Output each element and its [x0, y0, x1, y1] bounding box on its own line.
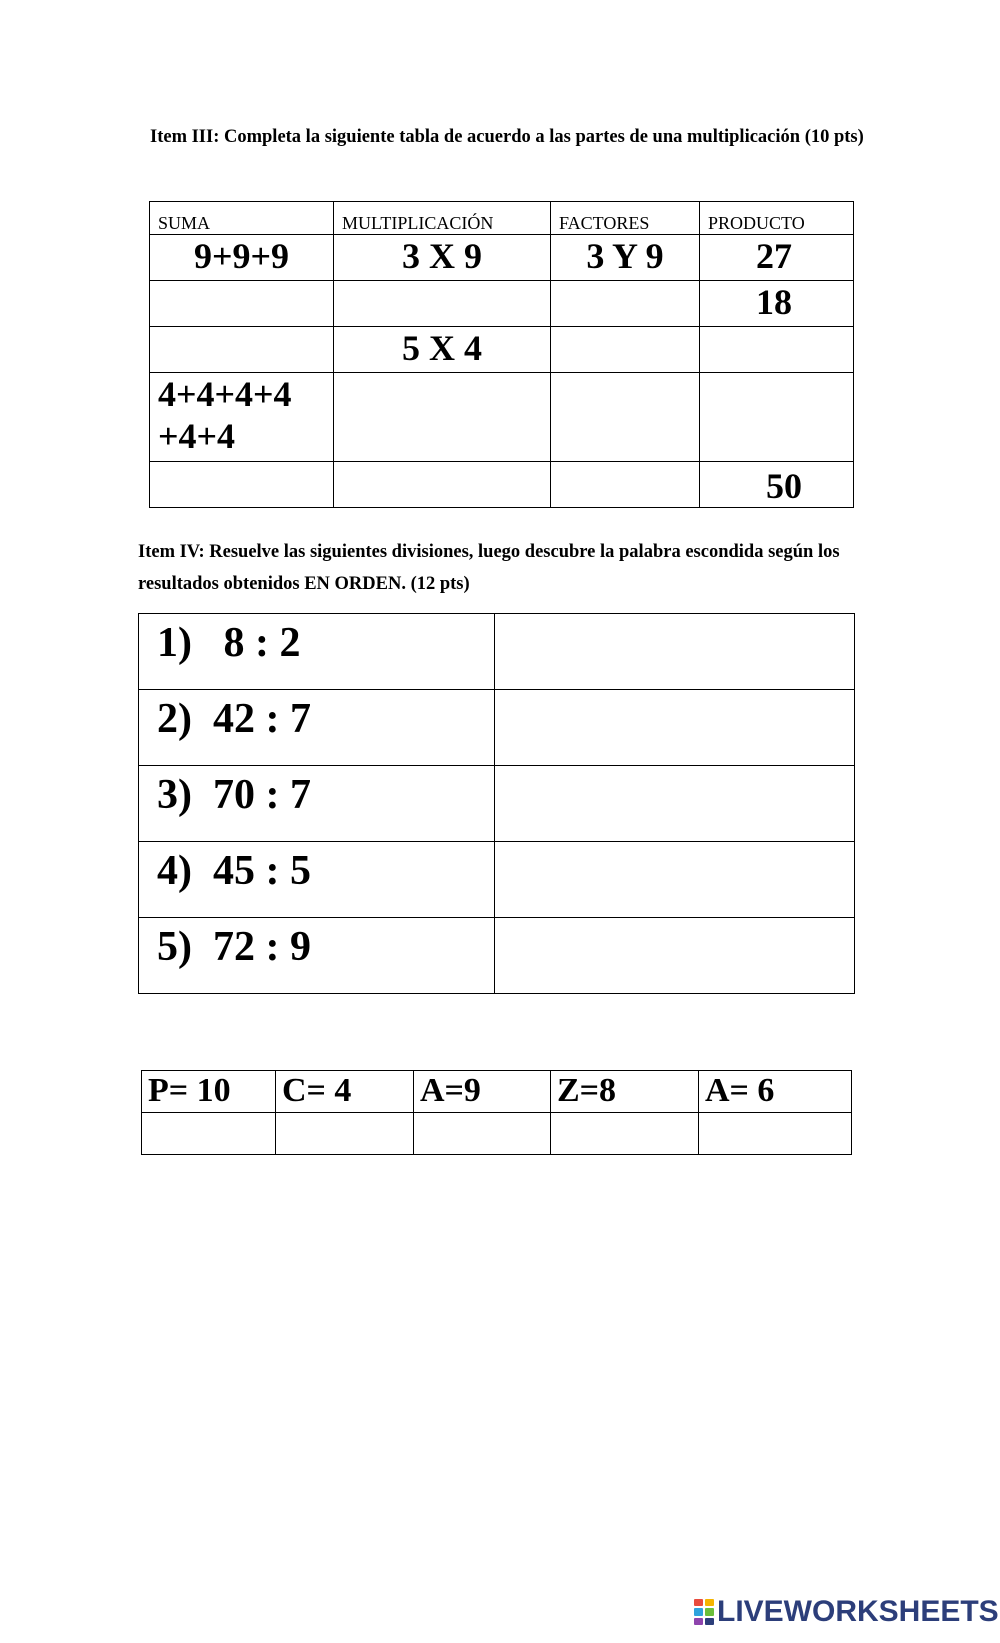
- hidden-word-letter-cell[interactable]: [276, 1113, 414, 1155]
- factores-answer-cell[interactable]: [551, 327, 700, 373]
- hidden-word-letter-cell[interactable]: [414, 1113, 551, 1155]
- header-factores: FACTORES: [551, 202, 700, 235]
- table-row: [139, 842, 855, 918]
- answer-row: [142, 1113, 852, 1155]
- key-cell: A=9: [414, 1071, 551, 1113]
- table-row: [139, 766, 855, 842]
- division-answer-cell[interactable]: [495, 842, 855, 918]
- division-answer-cell[interactable]: [495, 614, 855, 690]
- producto-cell: 50: [700, 462, 854, 508]
- division-problem: 5) 72 : 9: [139, 918, 495, 994]
- key-cell: P= 10: [142, 1071, 276, 1113]
- table-row: [139, 918, 855, 994]
- table-row: [150, 235, 854, 281]
- hidden-word-letter-cell[interactable]: [142, 1113, 276, 1155]
- multiplicacion-cell: 3 X 9: [334, 235, 551, 281]
- multiplicacion-cell: 5 X 4: [334, 327, 551, 373]
- hidden-word-letter-cell[interactable]: [551, 1113, 699, 1155]
- suma-cell: 9+9+9: [150, 235, 334, 281]
- key-cell: Z=8: [551, 1071, 699, 1113]
- key-row: [142, 1071, 852, 1113]
- multiplicacion-answer-cell[interactable]: [334, 462, 551, 508]
- logo-text: LIVEWORKSHEETS: [717, 1595, 999, 1628]
- liveworksheets-logo: [694, 1596, 999, 1628]
- multiplicacion-answer-cell[interactable]: [334, 373, 551, 462]
- item4-instruction: Item IV: Resuelve las siguientes divisiones, luego descubre la palabra escondida según los resultados obtenidos EN ORDEN. (12 pts): [138, 542, 840, 594]
- table-row: [150, 327, 854, 373]
- division-answer-cell[interactable]: [495, 690, 855, 766]
- suma-answer-cell[interactable]: [150, 281, 334, 327]
- table-row: [139, 690, 855, 766]
- division-problem: 2) 42 : 7: [139, 690, 495, 766]
- division-answer-cell[interactable]: [495, 918, 855, 994]
- division-problem: 3) 70 : 7: [139, 766, 495, 842]
- division-table: [138, 613, 855, 994]
- producto-cell: 18: [700, 281, 854, 327]
- item3-instruction: Item III: Completa la siguiente tabla de acuerdo a las partes de una multiplicación (10 pts): [150, 127, 864, 147]
- factores-answer-cell[interactable]: [551, 281, 700, 327]
- factores-answer-cell[interactable]: [551, 373, 700, 462]
- table-header-row: [150, 202, 854, 235]
- suma-answer-cell[interactable]: [150, 462, 334, 508]
- producto-cell: 27: [700, 235, 854, 281]
- hidden-word-key-table: [141, 1070, 852, 1155]
- header-producto: PRODUCTO: [700, 202, 854, 235]
- producto-answer-cell[interactable]: [700, 373, 854, 462]
- table-row: [139, 614, 855, 690]
- multiplication-parts-table: [149, 201, 854, 508]
- key-cell: C= 4: [276, 1071, 414, 1113]
- hidden-word-letter-cell[interactable]: [699, 1113, 852, 1155]
- header-suma: SUMA: [150, 202, 334, 235]
- multiplicacion-answer-cell[interactable]: [334, 281, 551, 327]
- factores-cell: 3 Y 9: [551, 235, 700, 281]
- key-cell: A= 6: [699, 1071, 852, 1113]
- header-multiplicacion: MULTIPLICACIÓN: [334, 202, 551, 235]
- suma-answer-cell[interactable]: [150, 327, 334, 373]
- table-row: [150, 373, 854, 462]
- division-answer-cell[interactable]: [495, 766, 855, 842]
- division-problem: 1) 8 : 2: [139, 614, 495, 690]
- division-problem: 4) 45 : 5: [139, 842, 495, 918]
- liveworksheets-grid-icon: [694, 1599, 714, 1625]
- suma-cell: 4+4+4+4 +4+4: [150, 373, 334, 462]
- table-row: [150, 462, 854, 508]
- producto-answer-cell[interactable]: [700, 327, 854, 373]
- table-row: [150, 281, 854, 327]
- factores-answer-cell[interactable]: [551, 462, 700, 508]
